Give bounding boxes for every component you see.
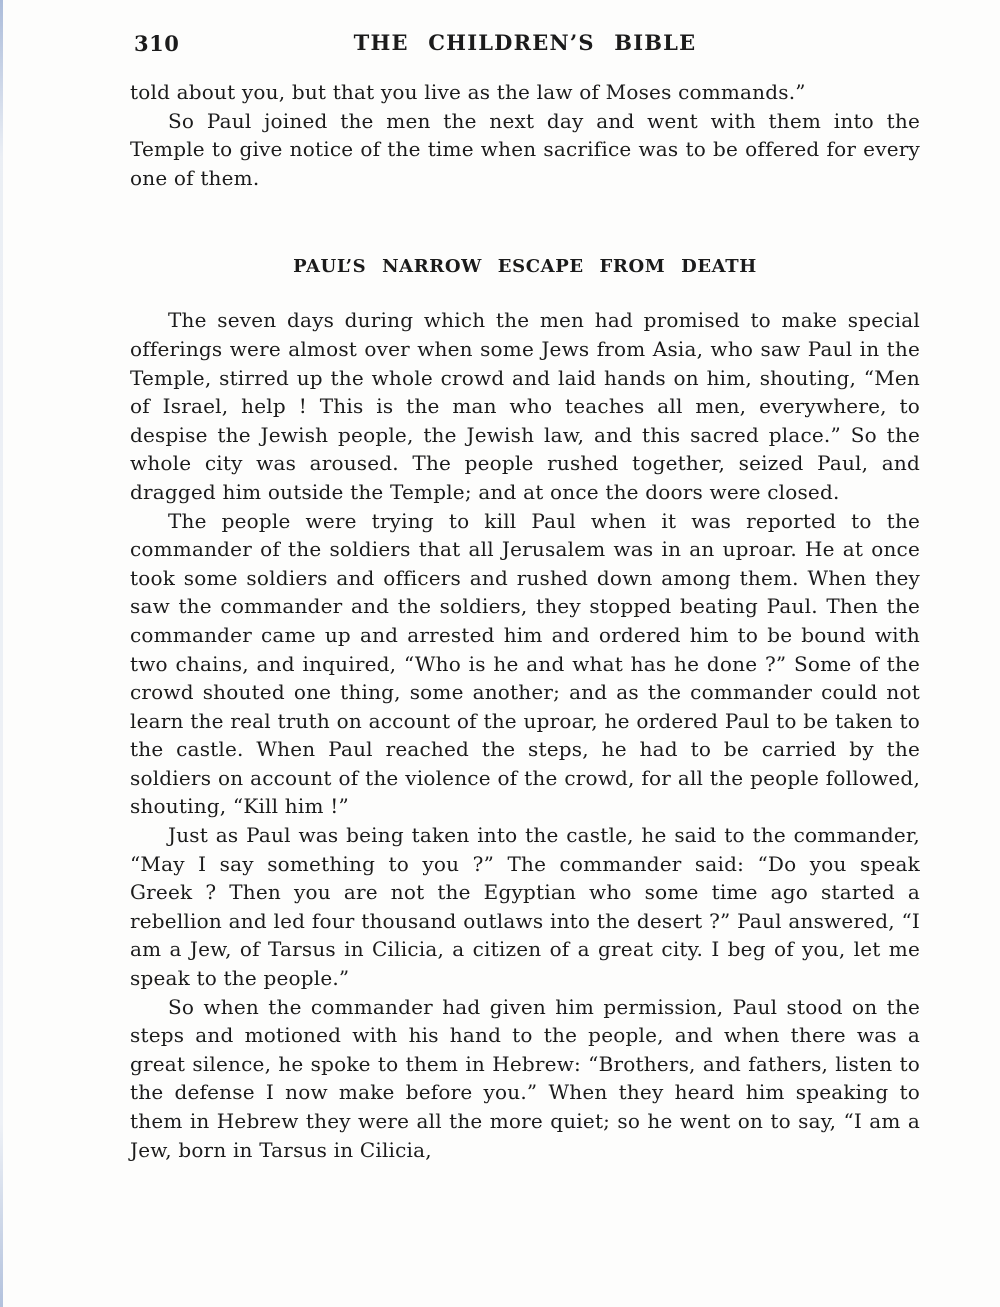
paragraph: The people were trying to kill Paul when it was reported to the commander of the soldiers that all Jerusalem was in an uproar. He at once took some soldiers and officers and rushed down among them. When they saw the commander and the soldiers, they stopped beating Paul. Then the commander came up and arrested him and ordered him to be bound with two chains, and inquired, “Who is he and what has he done ?” Some of the crowd shouted one thing, some another; and as the commander could not learn the real truth on account of the uproar, he ordered Paul to be taken to the castle. When Paul reached the steps, he had to be carried by the soldiers on account of the violence of the crowd, for all the people followed, shouting, “Kill him !” <box>130 508 920 819</box>
paragraph: The seven days during which the men had promised to make special offerings were almost over when some Jews from Asia, who saw Paul in the Temple, stirred up the whole crowd and laid hands on him, shouting, “Men of Israel, help ! This is the man who teaches all men, everywhere, to despise the Jewish people, the Jewish law, and this sacred place.” So the whole city was aroused. The people rushed together, seized Paul, and dragged him outside the Temple; and at once the doors were closed. <box>130 308 920 504</box>
paragraph-continuation: told about you, but that you live as the law of Moses commands.” <box>130 80 806 104</box>
running-title: THE CHILDREN’S BIBLE <box>353 30 697 55</box>
paragraph: Just as Paul was being taken into the castle, he said to the commander, “May I say something to you ?” The commander said: “Do you speak Greek ? Then you are not the Egyptian who some time ago started a rebellion and led four thousand outlaws into the desert ?” Paul answered, “I am a Jew, of Tarsus in Cilicia, a citizen of a great city. I beg of you, let me speak to the people.” <box>130 823 920 991</box>
page-header <box>130 30 920 58</box>
scan-edge-artifact <box>0 0 3 1307</box>
page-body <box>130 78 920 1164</box>
section-heading: PAUL’S NARROW ESCAPE FROM DEATH <box>293 256 757 278</box>
paragraph: So when the commander had given him permission, Paul stood on the steps and motioned with his hand to the people, and when there was a great silence, he spoke to them in Hebrew: “Brothers, and fathers, listen to the defense I now make before you.” When they heard him speaking to them in Hebrew they were all the more quiet; so he went on to say, “I am a Jew, born in Tarsus in Cilicia, <box>130 994 920 1162</box>
page-number: 310 <box>134 31 180 56</box>
paragraph: So Paul joined the men the next day and went with them into the Temple to give notice of the time when sacrifice was to be offered for every one of them. <box>130 108 920 190</box>
